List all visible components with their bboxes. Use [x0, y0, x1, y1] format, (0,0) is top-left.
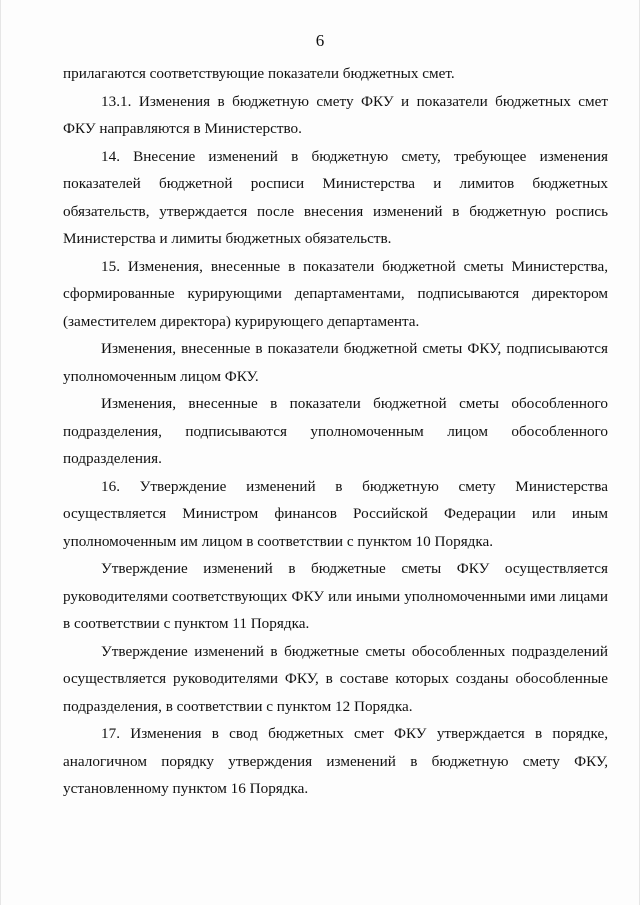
- paragraph-15: 15. Изменения, внесенные в показатели бюджетной сметы Министерства, сформированные курирующими департаментами, подписываются директором (заместителем директора) курирующего департамента.: [63, 257, 608, 330]
- paragraph-14: 14. Внесение изменений в бюджетную смету, требующее изменения показателей бюджетной росписи Министерства и лимитов бюджетных обязательств, утверждается после внесения изменений в бюджетную роспись Министерства и лимиты бюджетных обязательств.: [63, 147, 608, 247]
- paragraph-15-subdivision: Изменения, внесенные в показатели бюджетной сметы обособленного подразделения, подписываются уполномоченным лицом обособленного подразделения.: [63, 395, 608, 467]
- paragraph-16-subdivision: Утверждение изменений в бюджетные сметы обособленных подразделений осуществляется руководителями ФКУ, в составе которых созданы обособленные подразделения, в соответствии с пунктом 12 Порядка.: [63, 642, 608, 715]
- paragraph-16: 16. Утверждение изменений в бюджетную смету Министерства осуществляется Министром финансов Российской Федерации или иным уполномоченным им лицом в соответствии с пунктом 10 Порядка.: [63, 477, 608, 550]
- paragraph-16-fku: Утверждение изменений в бюджетные сметы ФКУ осуществляется руководителями соответствующих ФКУ или иными уполномоченными ими лицами в соответствии с пунктом 11 Порядка.: [63, 560, 608, 632]
- paragraph-17: 17. Изменения в свод бюджетных смет ФКУ утверждается в порядке, аналогичном порядку утверждения изменений в бюджетную смету ФКУ, установленному пунктом 16 Порядка.: [63, 725, 608, 797]
- paragraph-13-1: 13.1. Изменения в бюджетную смету ФКУ и показатели бюджетных смет ФКУ направляются в Министерство.: [63, 92, 608, 137]
- paragraph-continuation: прилагаются соответствующие показатели бюджетных смет.: [63, 65, 455, 82]
- document-body: [63, 60, 608, 803]
- paragraph-15-fku: Изменения, внесенные в показатели бюджетной сметы ФКУ, подписываются уполномоченным лицом ФКУ.: [63, 340, 608, 385]
- page-number: 6: [315, 31, 325, 50]
